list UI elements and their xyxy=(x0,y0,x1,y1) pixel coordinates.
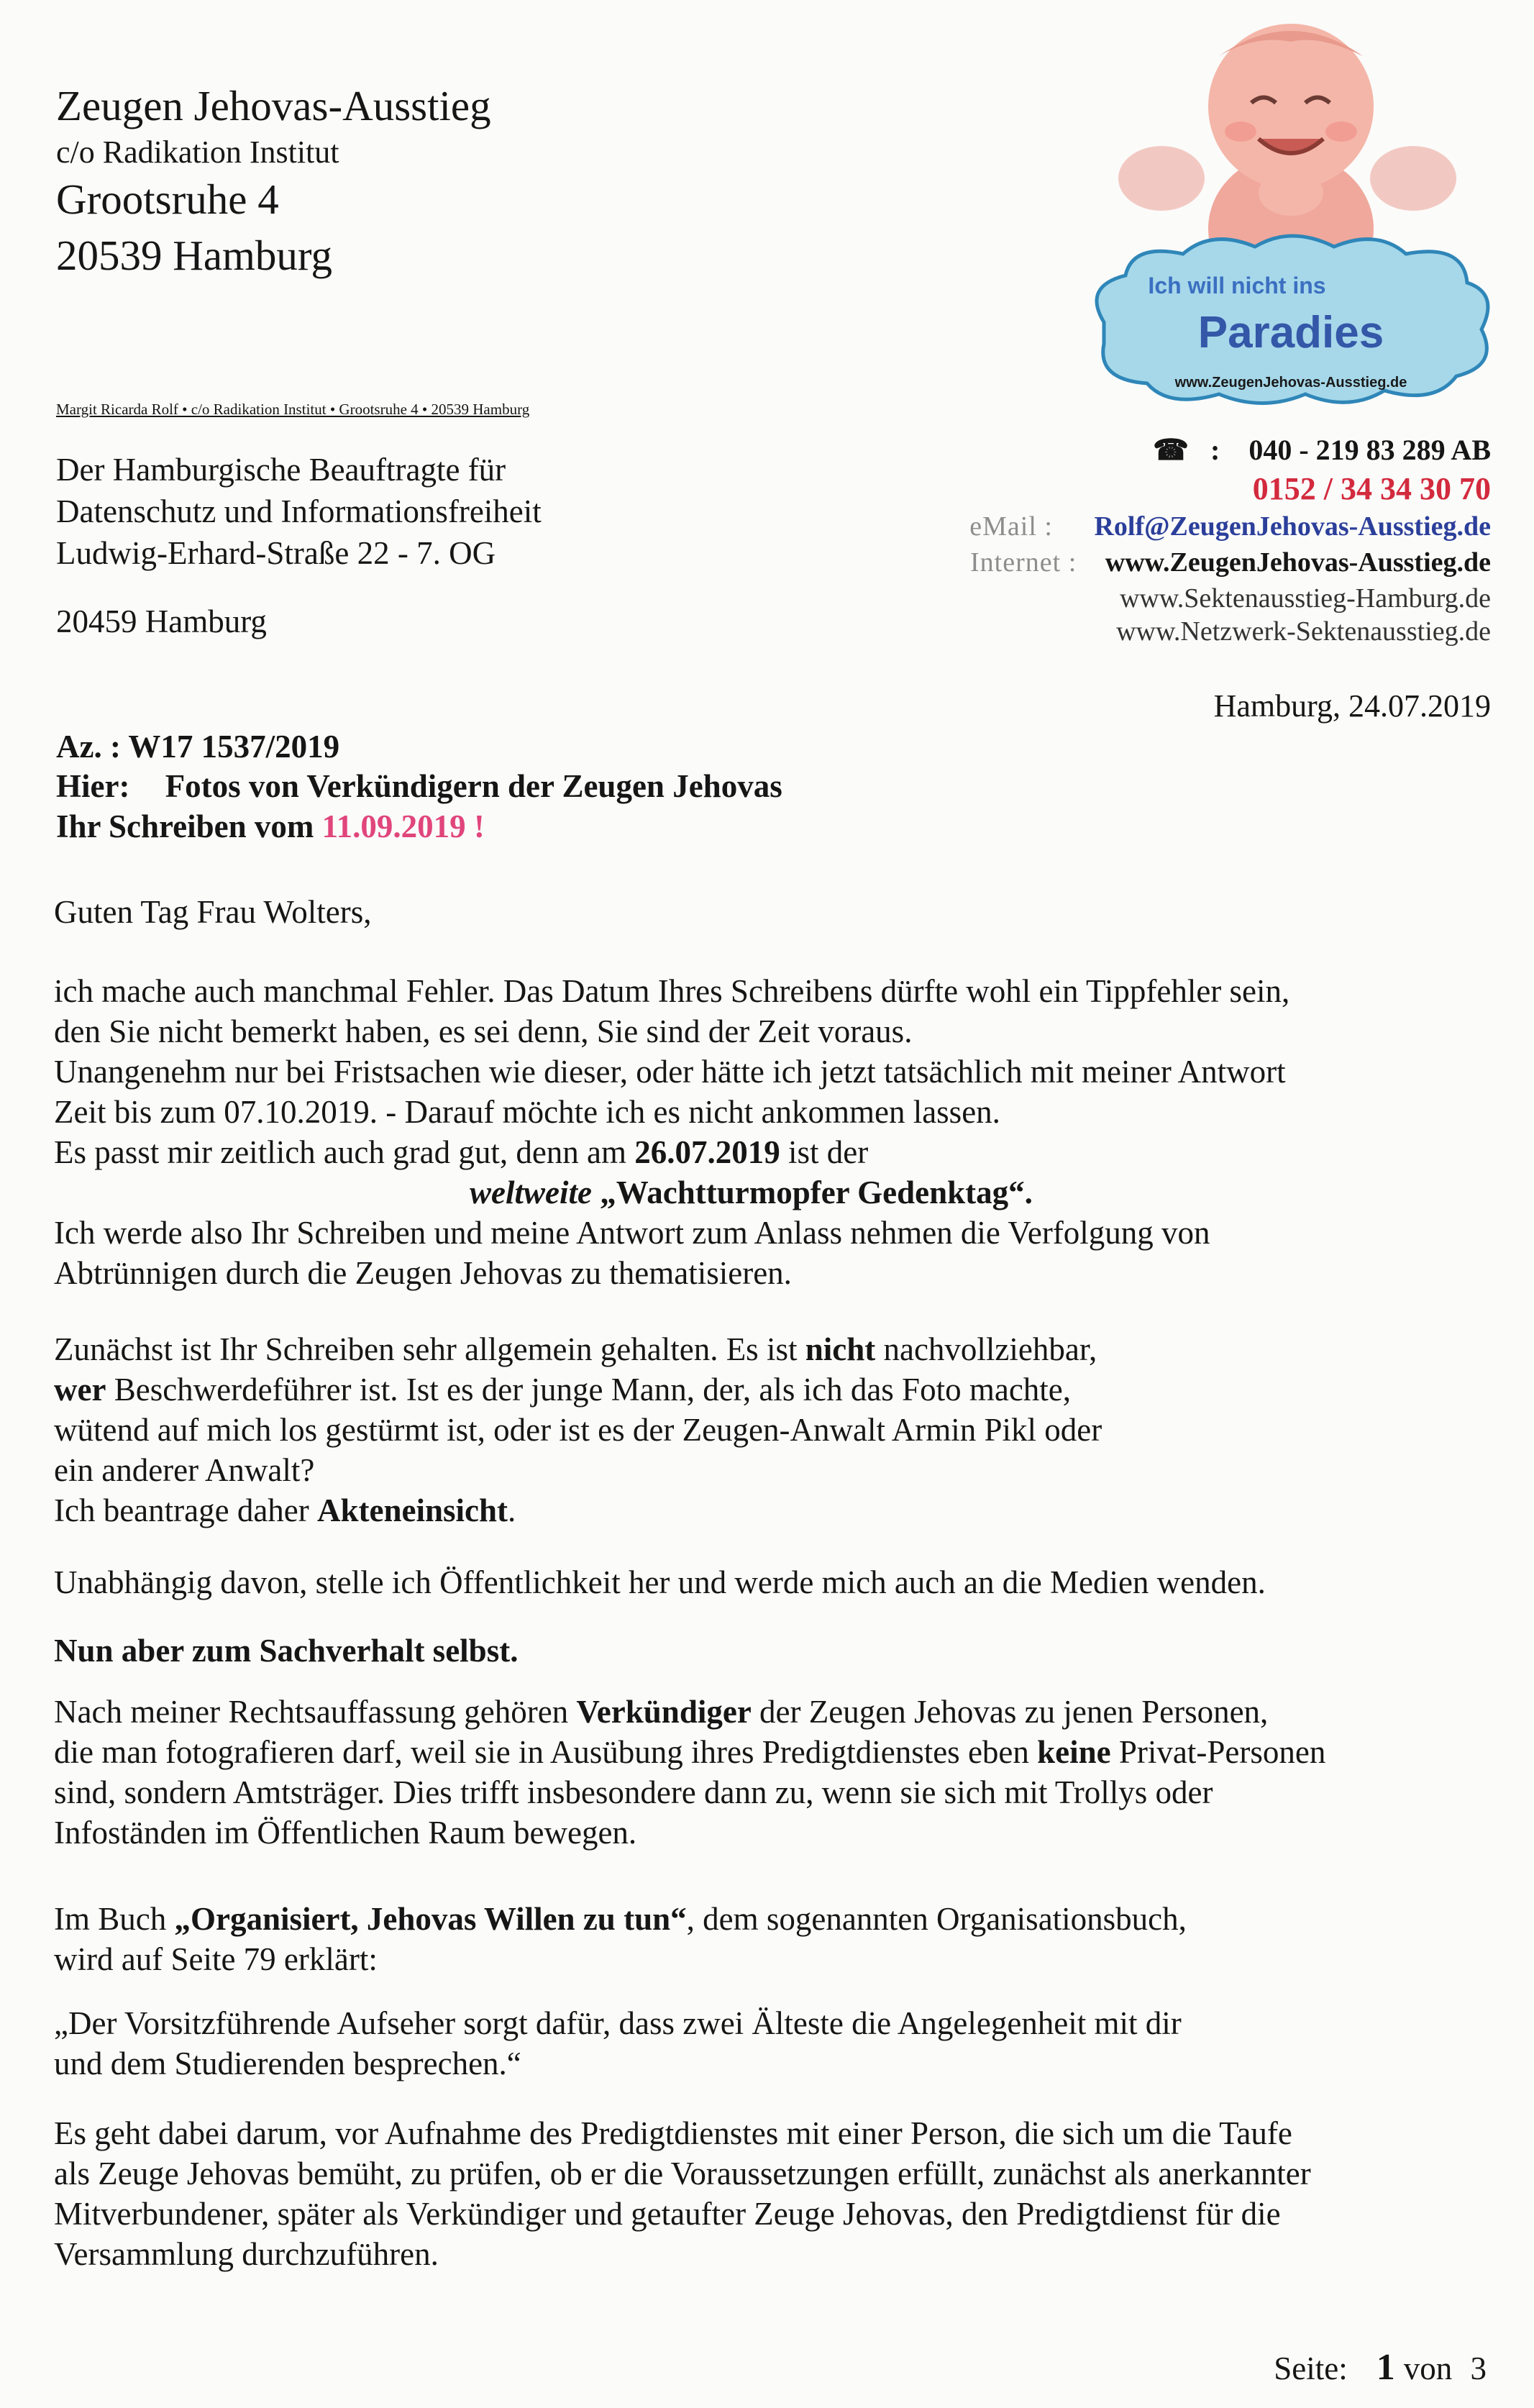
memorial-day-line: weltweite „Wachtturmopfer Gedenktag“. xyxy=(470,1175,1033,1210)
sender-org: Zeugen Jehovas-Ausstieg xyxy=(56,82,491,129)
angel-hands xyxy=(1259,170,1323,216)
phone-separator: : xyxy=(1210,434,1220,466)
letter-date: Hamburg, 24.07.2019 xyxy=(1213,688,1491,724)
paradies-logo xyxy=(1075,13,1499,416)
sender-co: c/o Radikation Institut xyxy=(56,134,339,170)
internet-row xyxy=(970,547,1491,578)
angel-wing-left xyxy=(1118,146,1205,211)
page-label: Seite: xyxy=(1274,2350,1348,2386)
email-row xyxy=(969,511,1491,542)
page-number xyxy=(1274,2346,1487,2389)
recipient-line-3: Ludwig-Erhard-Straße 22 - 7. OG xyxy=(56,535,496,571)
reference-number: Az. : W17 1537/2019 xyxy=(56,729,340,765)
email-link[interactable]: Rolf@ZeugenJehovas-Ausstieg.de xyxy=(1094,511,1491,542)
phone-line xyxy=(1153,433,1491,467)
page-of: von xyxy=(1403,2350,1453,2386)
recipient-city: 20459 Hamburg xyxy=(56,603,267,639)
subject-line xyxy=(56,767,782,805)
paragraph-5: Im Buch „Organisiert, Jehovas Willen zu tun“, dem sogenannten Organisationsbuch, wird auf Seite 79 erklärt: xyxy=(54,1901,1187,1977)
quote-paragraph: „Der Vorsitzführende Aufseher sorgt dafür, dass zwei Älteste die Angelegenheit mit dir und dem Studierenden besprechen.“ xyxy=(54,2005,1182,2081)
total-pages: 3 xyxy=(1470,2350,1487,2386)
paragraph-1: ich mache auch manchmal Fehler. Das Datum Ihres Schreibens dürfte wohl ein Tippfehler sein, den Sie nicht bemerkt haben, es sei denn, Sie sind der Zeit voraus. Unangenehm nur bei Fristsachen wie dieser, oder hätte ich jetzt tatsächlich mit meiner Antwort Zeit bis zum 07.10.2019. - Darauf möchte ich es nicht ankommen lassen. Es passt mir zeitlich auch grad gut, denn am 26.07.2019 ist der weltweite „Wachtturmopfer Gedenktag“. Ich werde also Ihr Schreiben und meine Antwort zum Anlass nehmen die Verfolgung von Abtrünnigen durch die Zeugen Jehovas zu thematisieren. xyxy=(54,973,1290,1291)
paragraph-7: Es geht dabei darum, vor Aufnahme des Predigtdienstes mit einer Person, die sich um die Taufe als Zeuge Jehovas bemüht, zu prüfen, ob er die Voraussetzungen erfüllt, zunächst als anerkannter Mitverbundener, später als Verkündiger und getaufter Zeuge Jehovas, den Predigtdienst für die Versammlung durchzuführen. xyxy=(54,2115,1311,2272)
recipient-address xyxy=(56,449,542,574)
logo-line-1: Ich will nicht ins xyxy=(1148,273,1326,298)
recipient-line-2: Datenschutz und Informationsfreiheit xyxy=(56,493,542,529)
email-label: eMail : xyxy=(969,511,1053,542)
sender-address xyxy=(56,78,491,283)
letter-reference-date: 11.09.2019 ! xyxy=(321,808,485,844)
logo-title: Paradies xyxy=(1197,308,1384,357)
website-link-2[interactable]: www.Sektenausstieg-Hamburg.de xyxy=(1119,583,1491,614)
subject-label: Hier: xyxy=(56,768,130,804)
paragraph-3: Unabhängig davon, stelle ich Öffentlichkeit her und werde mich auch an die Medien wenden. xyxy=(54,1564,1266,1600)
sender-street: Grootsruhe 4 xyxy=(56,175,279,223)
return-address-line: Margit Ricarda Rolf • c/o Radikation Institut • Grootsruhe 4 • 20539 Hamburg xyxy=(56,401,530,418)
paragraph-4: Nach meiner Rechtsauffassung gehören Verkündiger der Zeugen Jehovas zu jenen Personen, die man fotografieren darf, weil sie in Ausübung ihres Predigtdienstes eben keine Privat-Personen sind, sondern Amtsträger. Dies trifft insbesondere dann zu, wenn sie sich mit Trollys oder Infoständen im Öffentlichen Raum bewegen. xyxy=(54,1694,1326,1851)
logo-url: www.ZeugenJehovas-Ausstieg.de xyxy=(1174,375,1407,391)
current-page: 1 xyxy=(1376,2347,1395,2388)
recipient-line-1: Der Hamburgische Beauftragte für xyxy=(56,452,506,488)
section-heading: Nun aber zum Sachverhalt selbst. xyxy=(54,1633,519,1669)
greeting: Guten Tag Frau Wolters, xyxy=(54,894,372,930)
angel-wing-right xyxy=(1370,146,1456,211)
subject-text: Fotos von Verkündigern der Zeugen Jehovas xyxy=(165,768,782,804)
website-link-3[interactable]: www.Netzwerk-Sektenausstieg.de xyxy=(1116,616,1491,647)
website-link-1[interactable]: www.ZeugenJehovas-Ausstieg.de xyxy=(1105,547,1491,578)
mobile-number[interactable]: 0152 / 34 34 30 70 xyxy=(1252,471,1491,506)
letter-reference: Ihr Schreiben vom 11.09.2019 ! xyxy=(56,808,485,844)
internet-label: Internet : xyxy=(970,547,1077,578)
phone-icon: ☎ xyxy=(1153,434,1189,466)
phone-number[interactable]: 040 - 219 83 289 AB xyxy=(1248,434,1491,466)
sender-city: 20539 Hamburg xyxy=(56,232,333,279)
paragraph-2: Zunächst ist Ihr Schreiben sehr allgemein gehalten. Es ist nicht nachvollziehbar, wer Beschwerdeführer ist. Ist es der junge Mann, der, als ich das Foto machte, wütend auf mich los gestürmt ist, oder ist es der Zeugen-Anwalt Armin Pikl oder ein anderer Anwalt? Ich beantrage daher Akteneinsicht. xyxy=(54,1331,1102,1528)
